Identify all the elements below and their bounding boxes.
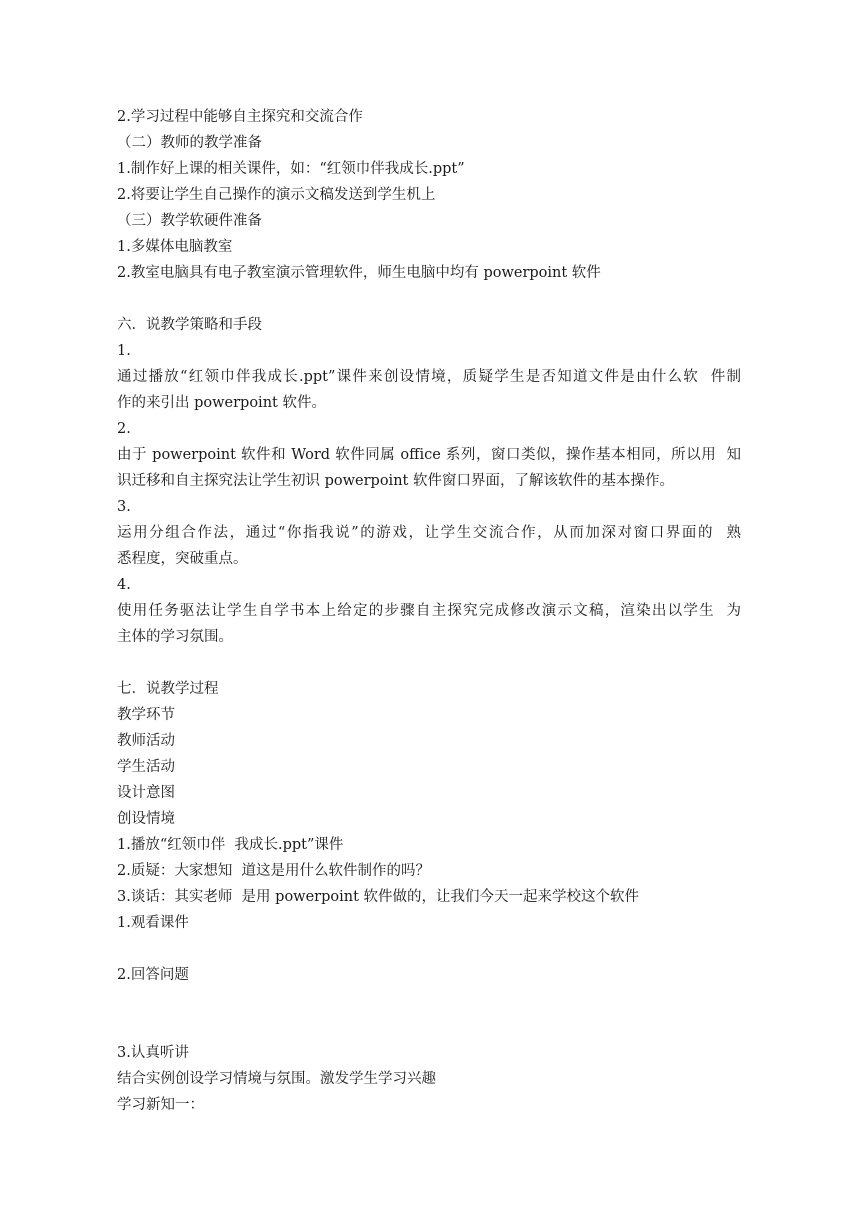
- table-header-cell: 设计意图: [117, 785, 175, 801]
- table-header-cell: 学生活动: [117, 759, 175, 775]
- table-header-cell: 教师活动: [117, 733, 175, 749]
- text-line: 1.多媒体电脑教室: [117, 239, 233, 255]
- paragraph-line: 由于 powerpoint 软件和 Word 软件同属 office 系列，窗口类似，操作基本相同，所以用 知: [117, 447, 741, 463]
- table-cell: 3.谈话：其实老师 是用 powerpoint 软件做的，让我们今天一起来学校这个软件: [117, 889, 640, 905]
- table-cell: 1.观看课件: [117, 915, 189, 931]
- paragraph-line: 运用分组合作法，通过“你指我说”的游戏，让学生交流合作，从而加深对窗口界面的 熟: [117, 525, 741, 541]
- table-cell: 学习新知一：: [117, 1097, 204, 1113]
- table-cell: 创设情境: [117, 811, 175, 827]
- section-heading: 六．说教学策略和手段: [117, 317, 262, 333]
- paragraph-line: 作的来引出 powerpoint 软件。: [117, 395, 326, 411]
- list-number: 1.: [117, 343, 131, 359]
- table-cell: 2.回答问题: [117, 967, 189, 983]
- text-line: 2.将要让学生自己操作的演示文稿发送到学生机上: [117, 187, 436, 203]
- text-line: 2.教室电脑具有电子教室演示管理软件，师生电脑中均有 powerpoint 软件: [117, 265, 601, 281]
- table-cell: 3.认真听讲: [117, 1045, 189, 1061]
- section-heading: （二）教师的教学准备: [117, 135, 262, 151]
- list-number: 3.: [117, 499, 131, 515]
- paragraph-line: 识迁移和自主探究法让学生初识 powerpoint 软件窗口界面，了解该软件的基本操作。: [117, 473, 674, 489]
- paragraph-line: 通过播放“红领巾伴我成长.ppt”课件来创设情境，质疑学生是否知道文件是由什么软 件制: [117, 369, 741, 385]
- table-cell: 结合实例创设学习情境与氛围。激发学生学习兴趣: [117, 1071, 436, 1087]
- section-heading: （三）教学软硬件准备: [117, 213, 262, 229]
- table-cell: 2.质疑：大家想知 道这是用什么软件制作的吗？: [117, 863, 431, 879]
- text-line: 2.学习过程中能够自主探究和交流合作: [117, 109, 363, 125]
- text-line: 1.制作好上课的相关课件，如：“红领巾伴我成长.ppt”: [117, 161, 465, 177]
- paragraph-line: 主体的学习氛围。: [117, 629, 233, 645]
- section-heading: 七．说教学过程: [117, 681, 219, 697]
- table-cell: 1.播放“红领巾伴 我成长.ppt”课件: [117, 837, 344, 853]
- list-number: 2.: [117, 421, 131, 437]
- list-number: 4.: [117, 577, 131, 593]
- paragraph-line: 悉程度，突破重点。: [117, 551, 248, 567]
- table-header-cell: 教学环节: [117, 707, 175, 723]
- paragraph-line: 使用任务驱法让学生自学书本上给定的步骤自主探究完成修改演示文稿，渲染出以学生 为: [117, 603, 741, 619]
